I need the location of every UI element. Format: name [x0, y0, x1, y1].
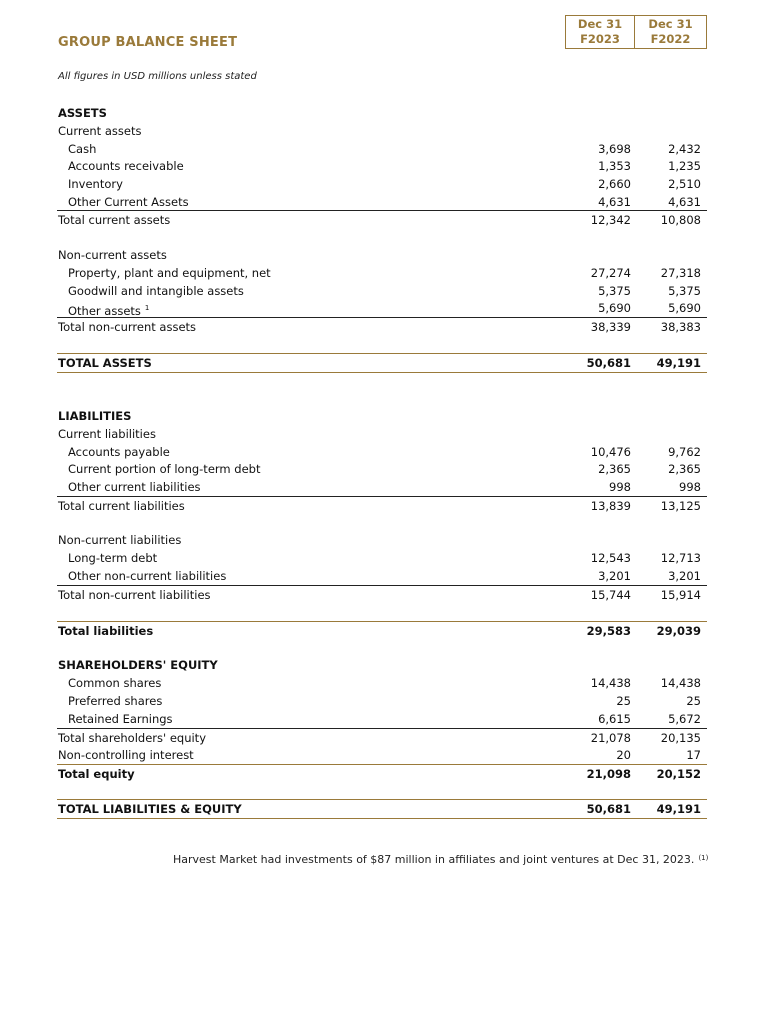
- row-label: Goodwill and intangible assets: [68, 284, 244, 298]
- row-common-shares: [57, 674, 707, 692]
- row-label: Retained Earnings: [68, 712, 173, 726]
- row-label: Total equity: [58, 767, 135, 781]
- value-f2022: 1,235: [668, 159, 701, 173]
- value-f2023: 14,438: [590, 676, 631, 690]
- row-preferred-shares: [57, 692, 707, 710]
- row-label: TOTAL ASSETS: [58, 356, 152, 370]
- value-f2023: 12,342: [590, 213, 631, 227]
- value-f2023: 27,274: [590, 266, 631, 280]
- value-f2022: 49,191: [656, 802, 701, 816]
- column-header-date: Dec 31: [577, 17, 623, 31]
- row-long-term-debt: [57, 549, 707, 567]
- value-f2023: 998: [609, 480, 631, 494]
- row-label: Other non-current liabilities: [68, 569, 227, 583]
- section-assets: [57, 104, 707, 122]
- row-label: Total current assets: [58, 213, 171, 227]
- value-f2022: 49,191: [656, 356, 701, 370]
- value-f2022: 38,383: [660, 320, 701, 334]
- value-f2023: 12,543: [590, 551, 631, 565]
- row-label: Total current liabilities: [58, 499, 185, 513]
- row-label: Inventory: [68, 177, 123, 191]
- column-header-year: F2022: [650, 32, 691, 46]
- value-f2022: 998: [679, 480, 701, 494]
- value-f2022: 15,914: [660, 588, 701, 602]
- value-f2022: 17: [686, 748, 701, 762]
- row-other-current-assets: [57, 193, 707, 211]
- section-label: LIABILITIES: [58, 409, 132, 423]
- units-note: All figures in USD millions unless stated: [58, 71, 257, 82]
- value-f2022: 20,152: [656, 767, 701, 781]
- row-total-non-current-liabilities: [57, 585, 707, 604]
- row-label: Total liabilities: [58, 624, 154, 638]
- footnote-mark: (1): [698, 854, 709, 862]
- value-f2023: 10,476: [590, 445, 631, 459]
- footnote-marker: 1: [144, 304, 150, 312]
- row-label: Property, plant and equipment, net: [68, 266, 271, 280]
- value-f2023: 15,744: [590, 588, 631, 602]
- row-total-liabilities-equity: [57, 799, 707, 819]
- value-f2022: 20,135: [660, 731, 701, 745]
- row-total-non-current-assets: [57, 317, 707, 336]
- row-label: Current portion of long-term debt: [68, 462, 261, 476]
- row-non-controlling-interest: [57, 746, 707, 764]
- section-liabilities: [57, 407, 707, 425]
- value-f2023: 21,098: [586, 767, 631, 781]
- subsection-non-current-liabilities: [57, 531, 707, 549]
- row-total-equity: [57, 764, 707, 783]
- value-f2022: 5,690: [668, 301, 701, 315]
- row-inventory: [57, 175, 707, 193]
- column-header-f2022: [634, 15, 707, 49]
- value-f2022: 25: [686, 694, 701, 708]
- value-f2022: 5,672: [668, 712, 701, 726]
- footnote: [173, 853, 708, 866]
- value-f2023: 21,078: [590, 731, 631, 745]
- value-f2023: 2,365: [598, 462, 631, 476]
- value-f2022: 2,510: [668, 177, 701, 191]
- row-total-assets: [57, 353, 707, 373]
- value-f2022: 3,201: [668, 569, 701, 583]
- value-f2023: 50,681: [586, 356, 631, 370]
- row-label: Current liabilities: [58, 427, 156, 441]
- value-f2022: 4,631: [668, 195, 701, 209]
- row-label: Preferred shares: [68, 694, 163, 708]
- row-accounts-receivable: [57, 157, 707, 175]
- row-total-liabilities: [57, 621, 707, 640]
- row-label: Long-term debt: [68, 551, 158, 565]
- column-header-date: Dec 31: [648, 17, 693, 31]
- row-label: Cash: [68, 142, 97, 156]
- row-goodwill: [57, 282, 707, 300]
- row-label: Other assets: [68, 304, 141, 318]
- value-f2022: 10,808: [660, 213, 701, 227]
- value-f2023: 5,690: [598, 301, 631, 315]
- row-label: Non-controlling interest: [58, 748, 194, 762]
- row-label: Non-current liabilities: [58, 533, 182, 547]
- subsection-non-current-assets: [57, 246, 707, 264]
- row-total-current-liabilities: [57, 496, 707, 515]
- value-f2022: 27,318: [660, 266, 701, 280]
- value-f2023: 25: [616, 694, 631, 708]
- column-header-year: F2023: [580, 32, 620, 46]
- footnote-text: Harvest Market had investments of $87 million in affiliates and joint ventures at Dec 31, 2023.: [173, 853, 695, 866]
- value-f2022: 13,125: [660, 499, 701, 513]
- row-other-non-current-liabilities: [57, 567, 707, 585]
- subsection-current-assets: [57, 122, 707, 140]
- value-f2023: 38,339: [590, 320, 631, 334]
- value-f2023: 13,839: [590, 499, 631, 513]
- value-f2023: 2,660: [598, 177, 631, 191]
- row-retained-earnings: [57, 710, 707, 728]
- value-f2023: 5,375: [598, 284, 631, 298]
- row-cash: [57, 140, 707, 158]
- row-label: TOTAL LIABILITIES & EQUITY: [58, 802, 242, 816]
- row-label: Non-current assets: [58, 248, 167, 262]
- subsection-current-liabilities: [57, 425, 707, 443]
- value-f2022: 12,713: [660, 551, 701, 565]
- row-label: Accounts payable: [68, 445, 170, 459]
- row-total-shareholders-equity: [57, 728, 707, 747]
- value-f2023: 29,583: [586, 624, 631, 638]
- page-title: GROUP BALANCE SHEET: [58, 35, 238, 50]
- column-header-f2023: [565, 15, 635, 49]
- row-label: Total shareholders' equity: [58, 731, 206, 745]
- value-f2022: 14,438: [660, 676, 701, 690]
- value-f2022: 5,375: [668, 284, 701, 298]
- row-other-current-liabilities: [57, 478, 707, 496]
- value-f2023: 3,698: [598, 142, 631, 156]
- section-label: SHAREHOLDERS' EQUITY: [58, 658, 218, 672]
- value-f2022: 29,039: [656, 624, 701, 638]
- row-total-current-assets: [57, 210, 707, 229]
- row-label: Total non-current liabilities: [58, 588, 211, 602]
- value-f2023: 4,631: [598, 195, 631, 209]
- row-ppe: [57, 264, 707, 282]
- row-label: Other Current Assets: [68, 195, 189, 209]
- value-f2023: 50,681: [586, 802, 631, 816]
- row-label: Accounts receivable: [68, 159, 184, 173]
- value-f2022: 2,365: [668, 462, 701, 476]
- value-f2023: 20: [616, 748, 631, 762]
- value-f2023: 3,201: [598, 569, 631, 583]
- value-f2022: 9,762: [668, 445, 701, 459]
- value-f2023: 1,353: [598, 159, 631, 173]
- row-accounts-payable: [57, 443, 707, 461]
- row-current-portion-ltd: [57, 460, 707, 478]
- section-equity: [57, 656, 707, 674]
- section-label: ASSETS: [58, 106, 107, 120]
- row-label: Common shares: [68, 676, 162, 690]
- row-other-assets: [57, 299, 707, 317]
- row-label: Other current liabilities: [68, 480, 201, 494]
- row-label: Current assets: [58, 124, 142, 138]
- value-f2022: 2,432: [668, 142, 701, 156]
- value-f2023: 6,615: [598, 712, 631, 726]
- row-label: Total non-current assets: [58, 320, 197, 334]
